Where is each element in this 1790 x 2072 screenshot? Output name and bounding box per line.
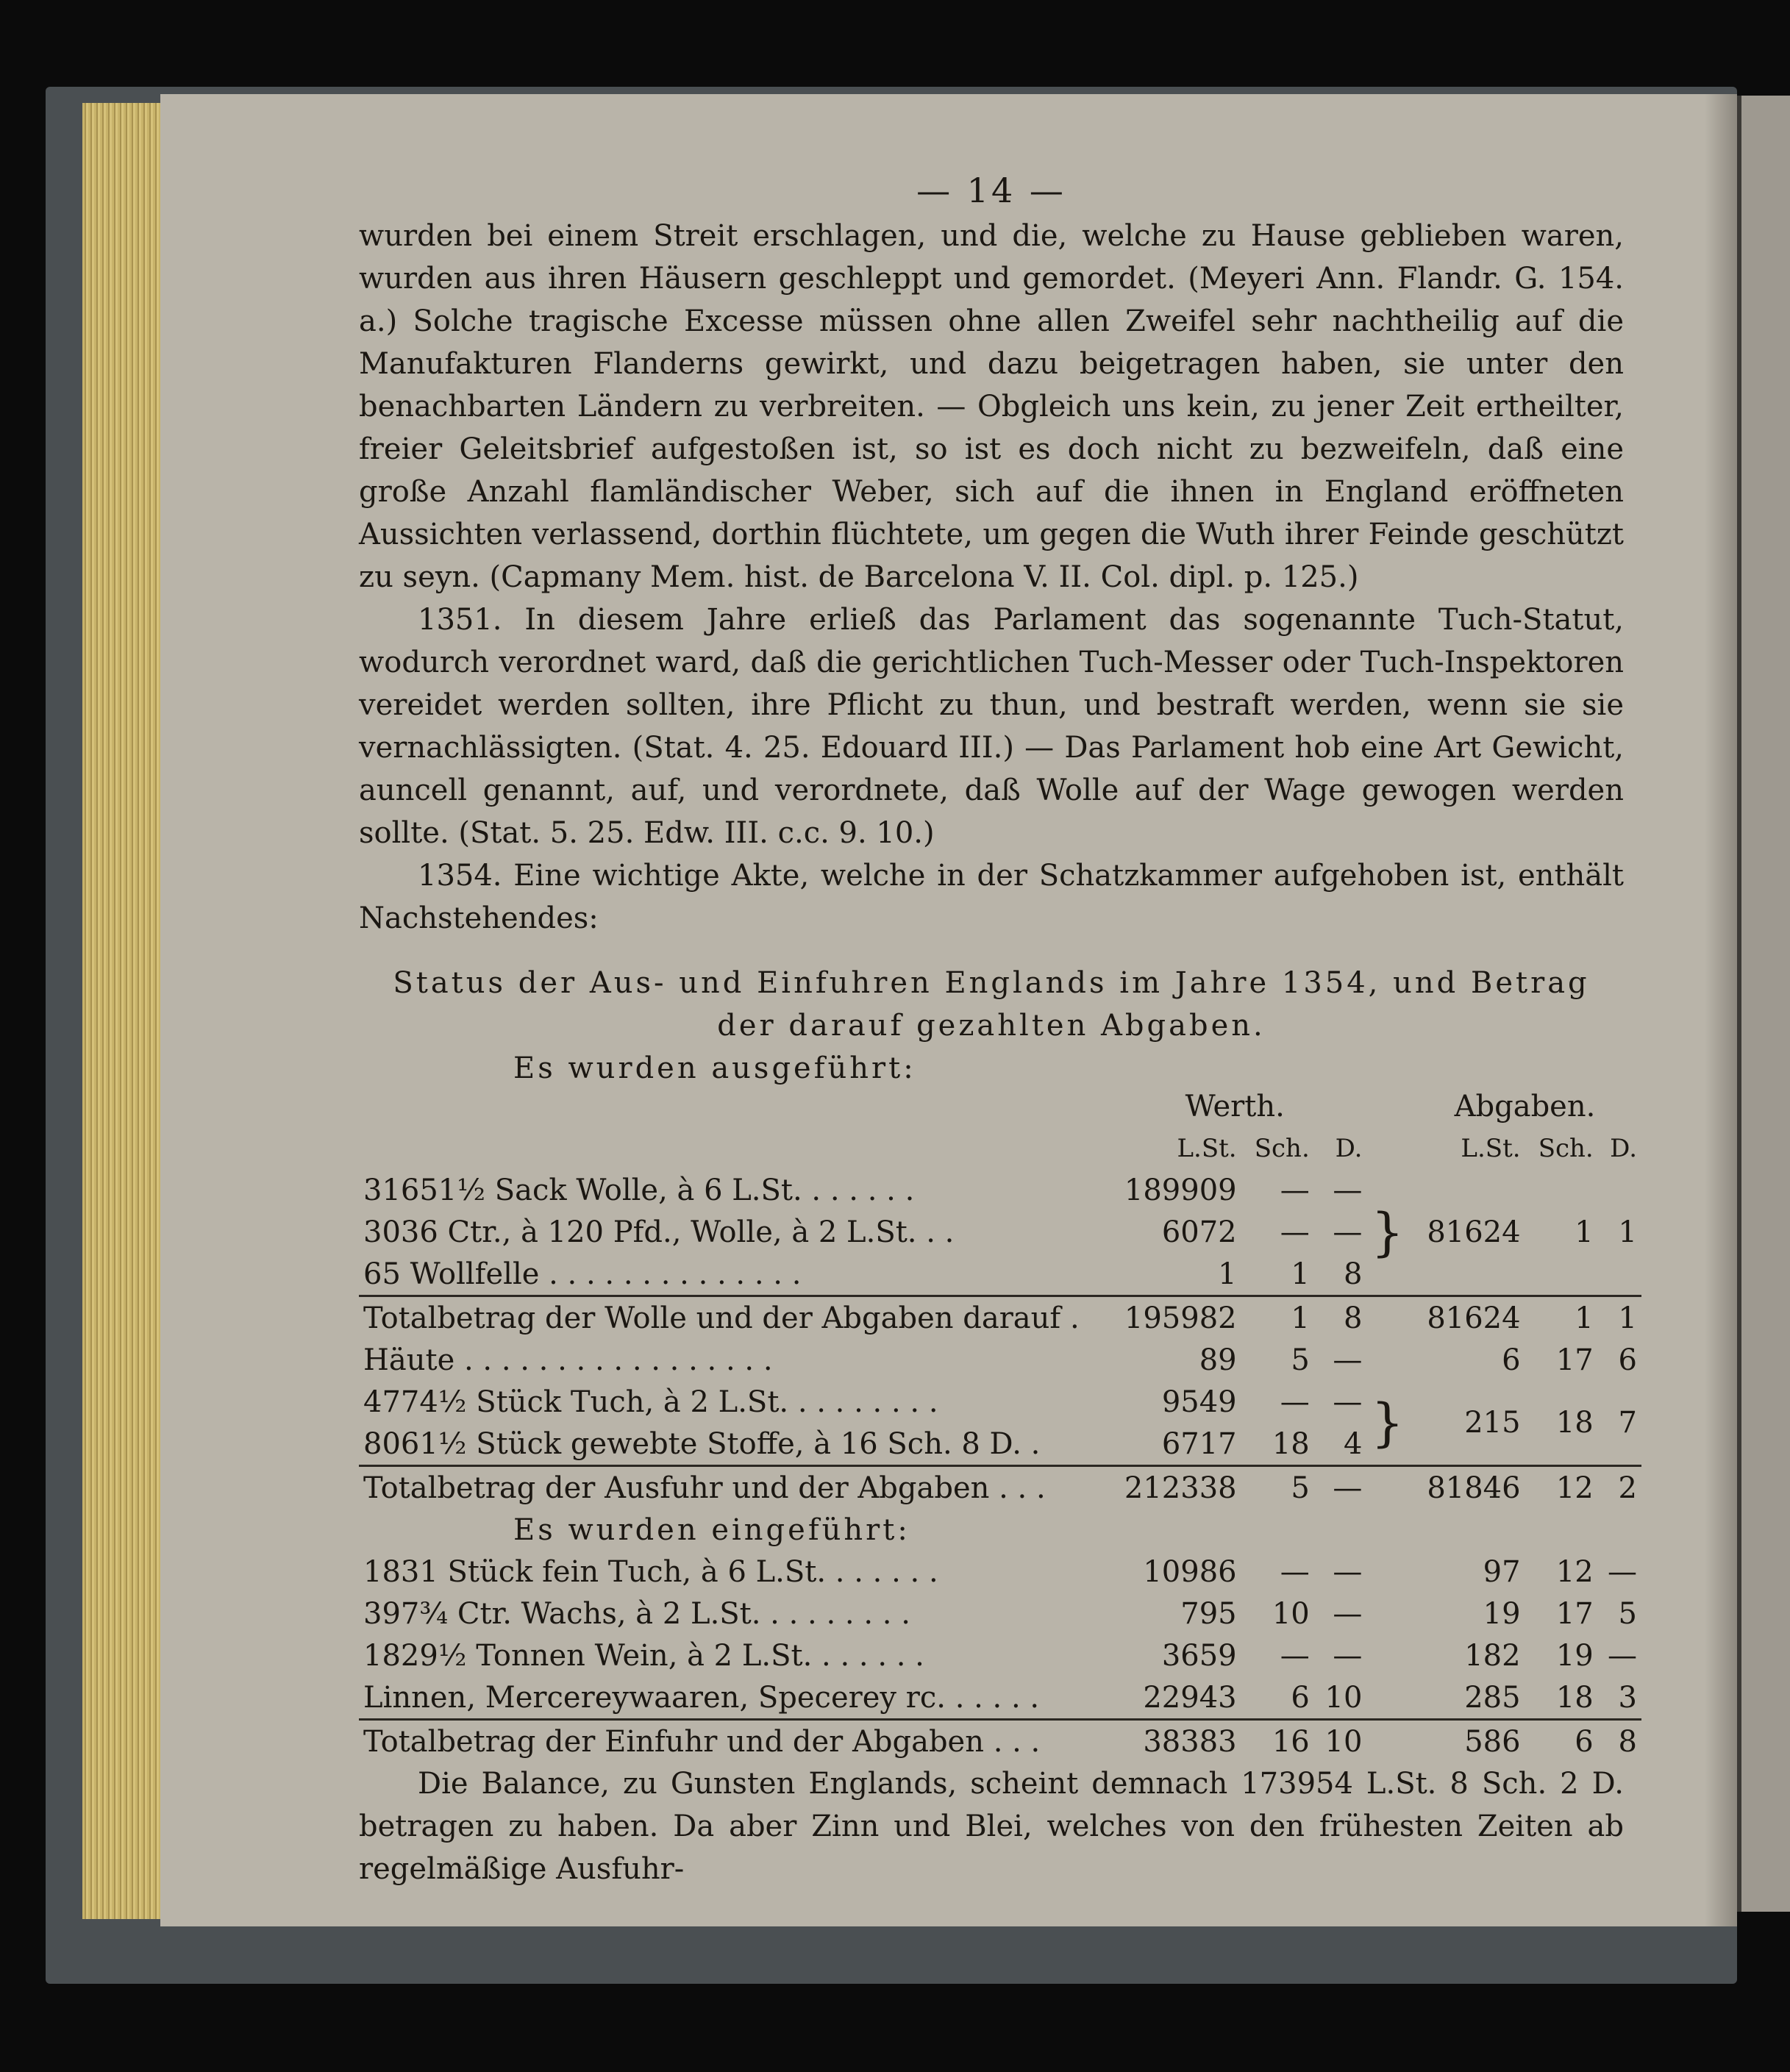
- table-row: [359, 1211, 1641, 1253]
- unit-sch: Sch.: [1254, 1133, 1310, 1163]
- brace: }: [1371, 1393, 1404, 1453]
- row-duty-sch: 1: [1575, 1215, 1594, 1249]
- table-row: [359, 1339, 1641, 1381]
- row-value-lst: 38383: [1103, 1720, 1241, 1763]
- row-desc: Totalbetrag der Ausfuhr und der Abgaben . . .: [359, 1466, 1103, 1510]
- table-row: [359, 1551, 1641, 1593]
- row-duty-sch: 18: [1555, 1680, 1594, 1715]
- unit-lst: L.St.: [1177, 1133, 1237, 1163]
- row-value-lst: 22943: [1143, 1680, 1237, 1715]
- row-duty-lst: 81846: [1408, 1466, 1525, 1510]
- table-row: [359, 1253, 1641, 1296]
- row-duty-sch: 12: [1525, 1466, 1598, 1510]
- abgaben-heading: Abgaben.: [1454, 1089, 1596, 1123]
- werth-heading: Werth.: [1185, 1089, 1285, 1123]
- row-duty-d: 2: [1598, 1466, 1641, 1510]
- row-value-d: 8: [1343, 1257, 1363, 1291]
- unit-d: D.: [1610, 1133, 1637, 1163]
- row-desc: 1829½ Tonnen Wein, à 2 L.St. . . . . . .: [363, 1638, 924, 1673]
- row-duty-lst: 6: [1502, 1343, 1521, 1377]
- unit-d: D.: [1335, 1133, 1363, 1163]
- row-value-d: —: [1333, 1596, 1363, 1631]
- row-duty-lst: 215: [1464, 1406, 1521, 1440]
- row-value-sch: —: [1280, 1638, 1310, 1673]
- table-row: [359, 1635, 1641, 1676]
- page-number: — 14 —: [916, 171, 1066, 210]
- table-row: [359, 1593, 1641, 1635]
- row-desc: 8061½ Stück gewebte Stoffe, à 16 Sch. 8 D. .: [363, 1426, 1041, 1461]
- facing-page-edge: [1737, 96, 1790, 1912]
- row-duty-sch: 17: [1555, 1343, 1594, 1377]
- row-value-d: 4: [1343, 1426, 1363, 1461]
- row-value-sch: 6: [1291, 1680, 1310, 1715]
- row-duty-sch: 1: [1525, 1296, 1598, 1340]
- row-value-d: 10: [1324, 1680, 1363, 1715]
- row-value-lst: 3659: [1161, 1638, 1237, 1673]
- row-value-d: —: [1333, 1554, 1363, 1589]
- paragraph-3: 1354. Eine wichtige Akte, welche in der Schatzkammer aufgehoben ist, enthält Nachstehendes:: [359, 859, 1624, 935]
- row-value-sch: —: [1280, 1554, 1310, 1589]
- row-duty-lst: 586: [1408, 1720, 1525, 1763]
- row-duty-lst: 182: [1464, 1638, 1521, 1673]
- row-value-sch: 10: [1272, 1596, 1310, 1631]
- row-duty-sch: 17: [1555, 1596, 1594, 1631]
- unit-lst: L.St.: [1461, 1133, 1521, 1163]
- row-duty-sch: 6: [1525, 1720, 1598, 1763]
- row-value-sch: 16: [1241, 1720, 1314, 1763]
- row-value-sch: —: [1280, 1173, 1310, 1207]
- row-value-lst: 9549: [1161, 1385, 1237, 1419]
- row-duty-d: 8: [1598, 1720, 1641, 1763]
- status-title: Status der Aus- und Einfuhren Englands im Jahre 1354, und Betrag der darauf gezahlten Abgaben.: [393, 966, 1590, 1043]
- row-value-sch: 1: [1241, 1296, 1314, 1340]
- exports-heading: Es wurden ausgeführt:: [513, 1051, 916, 1085]
- row-duty-lst: 285: [1464, 1680, 1521, 1715]
- row-value-lst: 6072: [1161, 1215, 1237, 1249]
- page-gutter: [1705, 94, 1737, 1926]
- closing-paragraph: Die Balance, zu Gunsten Englands, scheint demnach 173954 L.St. 8 Sch. 2 D. betragen zu haben. Da aber Zinn und Blei, welches von den frühesten Zeiten ab regelmäßige Ausfuhr-: [359, 1767, 1624, 1886]
- row-duty-d: —: [1608, 1638, 1637, 1673]
- total-row: [359, 1720, 1641, 1763]
- brace: }: [1371, 1201, 1404, 1262]
- row-value-sch: —: [1280, 1215, 1310, 1249]
- row-duty-d: 7: [1618, 1406, 1637, 1440]
- row-value-sch: 5: [1291, 1343, 1310, 1377]
- row-duty-lst: 81624: [1427, 1215, 1521, 1249]
- row-duty-lst: 81624: [1408, 1296, 1525, 1340]
- page-text: [359, 171, 1637, 1890]
- row-desc: 1831 Stück fein Tuch, à 6 L.St. . . . . . .: [363, 1554, 938, 1589]
- row-duty-lst: 97: [1483, 1554, 1521, 1589]
- row-value-d: —: [1333, 1173, 1363, 1207]
- total-row: [359, 1466, 1641, 1510]
- row-value-sch: 5: [1241, 1466, 1314, 1510]
- row-desc: Totalbetrag der Wolle und der Abgaben darauf .: [359, 1296, 1103, 1340]
- page-edges: [82, 103, 163, 1919]
- row-value-lst: 795: [1180, 1596, 1237, 1631]
- paragraph-1: wurden bei einem Streit erschlagen, und die, welche zu Hause geblieben waren, wurden aus ihren Häusern geschleppt und gemordet. (Meyeri Ann. Flandr. G. 154. a.) Solche tragische Excesse müssen ohne allen Zweifel sehr nachtheilig auf die Manufakturen Flanderns gewirkt, und dazu beigetragen haben, sie unter den benachbarten Ländern zu verbreiten. — Obgleich uns kein, zu jener Zeit ertheilter, freier Geleitsbrief aufgestoßen ist, so ist es doch nicht zu bezweifeln, daß eine große Anzahl flamländischer Weber, sich auf die ihnen in England eröffneten Aussichten verlassend, dorthin flüchtete, um gegen die Wuth ihrer Feinde geschützt zu seyn. (Capmany Mem. hist. de Barcelona V. II. Col. dipl. p. 125.): [359, 219, 1624, 594]
- row-value-lst: 189909: [1124, 1173, 1237, 1207]
- row-value-lst: 6717: [1161, 1426, 1237, 1461]
- row-value-lst: 1: [1218, 1257, 1237, 1291]
- row-duty-sch: 12: [1555, 1554, 1594, 1589]
- row-value-lst: 212338: [1103, 1466, 1241, 1510]
- row-desc: 65 Wollfelle . . . . . . . . . . . . . .: [363, 1257, 802, 1291]
- row-desc: 397¾ Ctr. Wachs, à 2 L.St. . . . . . . . .: [363, 1596, 910, 1631]
- table-row: [359, 1169, 1641, 1211]
- row-duty-d: 5: [1618, 1596, 1637, 1631]
- row-duty-sch: 19: [1555, 1638, 1594, 1673]
- row-value-d: 8: [1314, 1296, 1367, 1340]
- row-duty-d: 6: [1618, 1343, 1637, 1377]
- imports-heading: Es wurden eingeführt:: [513, 1512, 910, 1547]
- row-duty-d: —: [1608, 1554, 1637, 1589]
- row-value-d: —: [1314, 1466, 1367, 1510]
- row-value-d: —: [1333, 1343, 1363, 1377]
- trade-table: [359, 1085, 1641, 1762]
- table-row: [359, 1676, 1641, 1720]
- row-desc: 3036 Ctr., à 120 Pfd., Wolle, à 2 L.St. . .: [363, 1215, 955, 1249]
- paragraph-2: 1351. In diesem Jahre erließ das Parlament das sogenannte Tuch-Statut, wodurch verordnet ward, daß die gerichtlichen Tuch-Messer oder Tuch-Inspektoren vereidet werden sollten, ihre Pflicht zu thun, und bestraft werden, wenn sie sie vernachlässigten. (Stat. 4. 25. Edouard III.) — Das Parlament hob eine Art Gewicht, auncell genannt, auf, und verordnete, daß Wolle auf der Wage gewogen werden sollte. (Stat. 5. 25. Edw. III. c.c. 9. 10.): [359, 603, 1624, 850]
- row-duty-d: 1: [1598, 1296, 1641, 1340]
- table-row: [359, 1381, 1641, 1423]
- row-value-d: —: [1333, 1215, 1363, 1249]
- row-value-sch: —: [1280, 1385, 1310, 1419]
- row-desc: 4774½ Stück Tuch, à 2 L.St. . . . . . . . .: [363, 1385, 938, 1419]
- row-value-sch: 18: [1272, 1426, 1310, 1461]
- row-desc: 31651½ Sack Wolle, à 6 L.St. . . . . . .: [363, 1173, 915, 1207]
- row-value-lst: 10986: [1143, 1554, 1237, 1589]
- unit-sch: Sch.: [1538, 1133, 1594, 1163]
- row-duty-lst: 19: [1483, 1596, 1521, 1631]
- total-row: [359, 1296, 1641, 1340]
- row-value-d: 10: [1314, 1720, 1367, 1763]
- row-duty-sch: 18: [1555, 1406, 1594, 1440]
- row-duty-d: 3: [1618, 1680, 1637, 1715]
- row-value-d: —: [1333, 1638, 1363, 1673]
- row-desc: Linnen, Mercereywaaren, Specerey rc. . . . . .: [363, 1680, 1040, 1715]
- row-value-sch: 1: [1291, 1257, 1310, 1291]
- row-desc: Totalbetrag der Einfuhr und der Abgaben . . .: [359, 1720, 1103, 1763]
- table-header-row: [359, 1085, 1641, 1127]
- units-row: [359, 1127, 1641, 1169]
- imports-heading-row: [359, 1509, 1641, 1551]
- row-duty-d: 1: [1618, 1215, 1637, 1249]
- row-desc: Häute . . . . . . . . . . . . . . . . .: [363, 1343, 773, 1377]
- row-value-lst: 195982: [1103, 1296, 1241, 1340]
- row-value-lst: 89: [1199, 1343, 1237, 1377]
- row-value-d: —: [1333, 1385, 1363, 1419]
